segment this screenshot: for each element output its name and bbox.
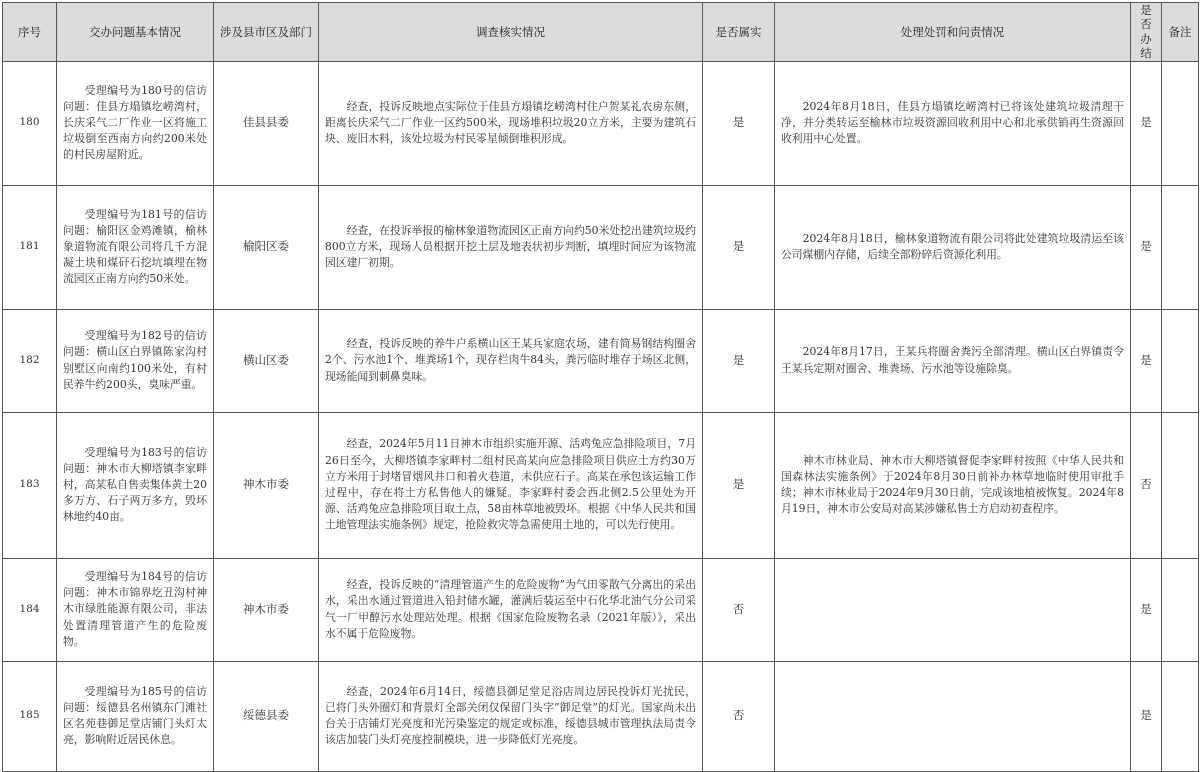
cell-no: 180	[3, 61, 57, 185]
table-row	[3, 558, 1199, 661]
cell-is-true: 是	[703, 185, 775, 309]
cell-dept: 榆阳区委	[214, 185, 319, 309]
cell-is-true: 是	[703, 412, 775, 558]
table-row	[3, 661, 1199, 771]
cell-basic: 受理编号为182号的信访问题：横山区白界镇陈家沟村别墅区向南约100米处，有村民养牛约200头，臭味严重。	[57, 309, 214, 412]
cell-done: 是	[1131, 661, 1162, 771]
cell-action: 神木市林业局、神木市大柳塔镇督促李家畔村按照《中华人民共和国森林法实施条例》于2024年8月30日前补办林草地临时使用审批手续；神木市林业局于2024年9月30日前，完成该地植被恢复。2024年8月19日，神木市公安局对高某涉嫌私售土方启动初查程序。	[775, 412, 1131, 558]
header-row	[3, 3, 1199, 62]
cell-done: 是	[1131, 309, 1162, 412]
cell-is-true: 否	[703, 661, 775, 771]
cell-investigation: 经查，投诉反映地点实际位于佳县方塌镇圪崂湾村住户贺某礼农房东侧，距离长庆采气二厂作业一区约500米，现场堆积垃圾20立方米，主要为建筑石块、废旧木料，该处垃圾为村民零星倾倒堆积形成。	[319, 61, 703, 185]
header-dept: 涉及县市区及部门	[214, 3, 319, 62]
header-remark: 备注	[1162, 3, 1199, 62]
cell-no: 182	[3, 309, 57, 412]
cell-no: 184	[3, 558, 57, 661]
cell-dept: 神木市委	[214, 412, 319, 558]
cell-no: 183	[3, 412, 57, 558]
report-table	[2, 2, 1199, 772]
cell-investigation: 经查，2024年5月11日神木市组织实施开源、活鸡兔应急排险项目，7月26日至今，大柳塔镇李家畔村二组村民高某向应急排险项目供应土方约30万立方米用于封堵冒烟风井口和着火巷道，未供应石子。高某在承包该运输工作过程中，存在将土方私售他人的嫌疑。李家畔村委会西北侧2.5公里处为开源、活鸡兔应急排险项目取土点，58亩林草地被毁坏。根据《中华人民共和国土地管理法实施条例》规定，抢险救灾等急需使用土地的，可以先行使用。	[319, 412, 703, 558]
cell-investigation: 经查，投诉反映的养牛户系横山区王某兵家庭农场，建有简易钢结构圈舍2个、污水池1个、堆粪场1个，现存栏肉牛84头，粪污临时堆存于场区北侧，现场能闻到刺鼻臭味。	[319, 309, 703, 412]
cell-investigation: 经查，2024年6月14日，绥德县御足堂足浴店周边居民投诉灯光扰民，已将门头外圈灯和背景灯全部关闭仅保留门头字“御足堂”的灯光。国家尚未出台关于店铺灯光亮度和光污染鉴定的规定或标准，绥德县城市管理执法局责令该店加装门头灯亮度控制模块，进一步降低灯光亮度。	[319, 661, 703, 771]
cell-done: 是	[1131, 558, 1162, 661]
cell-basic: 受理编号为185号的信访问题：绥德县名州镇东门滩社区名苑巷御足堂店铺门头灯太亮，影响附近居民休息。	[57, 661, 214, 771]
cell-action	[775, 558, 1131, 661]
cell-remark	[1162, 185, 1199, 309]
header-is-true: 是否属实	[703, 3, 775, 62]
cell-is-true: 是	[703, 61, 775, 185]
cell-done: 否	[1131, 412, 1162, 558]
header-no: 序号	[3, 3, 57, 62]
header-action: 处理处罚和问责情况	[775, 3, 1131, 62]
header-done: 是否办结	[1131, 3, 1162, 62]
cell-basic: 受理编号为181号的信访问题：榆阳区金鸡滩镇，榆林象道物流有限公司将几千方混凝土块和煤矸石挖坑填埋在物流园区正南方向约50米处。	[57, 185, 214, 309]
cell-remark	[1162, 61, 1199, 185]
cell-is-true: 是	[703, 309, 775, 412]
table-row	[3, 185, 1199, 309]
cell-basic: 受理编号为180号的信访问题：佳县方塌镇圪崂湾村，长庆采气二厂作业一区将施工垃圾倒至西南方向约200米处的村民房屋附近。	[57, 61, 214, 185]
cell-action: 2024年8月18日，佳县方塌镇圪崂湾村已将该处建筑垃圾清理干净，并分类转运至榆林市垃圾资源回收利用中心和北承供销再生资源回收利用中心处置。	[775, 61, 1131, 185]
cell-dept: 神木市委	[214, 558, 319, 661]
cell-remark	[1162, 309, 1199, 412]
cell-investigation: 经查，投诉反映的“清理管道产生的危险废物”为气田零散气分离出的采出水，采出水通过管道进入铅封储水罐，灌满后装运至中石化华北油气分公司采气一厂甲醇污水处理站处理。根据《国家危险废物名录（2021年版）》，采出水不属于危险废物。	[319, 558, 703, 661]
cell-action: 2024年8月17日，王某兵将圈舍粪污全部清理。横山区白界镇责令王某兵定期对圈舍、堆粪场、污水池等设施除臭。	[775, 309, 1131, 412]
cell-remark	[1162, 558, 1199, 661]
cell-basic: 受理编号为183号的信访问题：神木市大柳塔镇李家畔村，高某私自售卖集体黄土20多万方、石子两万多方，毁坏林地约40亩。	[57, 412, 214, 558]
cell-remark	[1162, 412, 1199, 558]
cell-remark	[1162, 661, 1199, 771]
table-row	[3, 309, 1199, 412]
cell-dept: 横山区委	[214, 309, 319, 412]
cell-done: 是	[1131, 185, 1162, 309]
cell-investigation: 经查，在投诉举报的榆林象道物流园区正南方向约50米处挖出建筑垃圾约800立方米，现场人员根据开挖土层及地表状初步判断，填埋时间应为该物流园区建厂初期。	[319, 185, 703, 309]
cell-is-true: 否	[703, 558, 775, 661]
header-basic: 交办问题基本情况	[57, 3, 214, 62]
cell-action: 2024年8月18日，榆林象道物流有限公司将此处建筑垃圾清运至该公司煤棚内存储，后续全部粉碎后资源化利用。	[775, 185, 1131, 309]
cell-no: 185	[3, 661, 57, 771]
table-row	[3, 61, 1199, 185]
cell-action	[775, 661, 1131, 771]
table-row	[3, 412, 1199, 558]
cell-dept: 绥德县委	[214, 661, 319, 771]
cell-dept: 佳县县委	[214, 61, 319, 185]
cell-done: 是	[1131, 61, 1162, 185]
cell-no: 181	[3, 185, 57, 309]
header-investigation: 调查核实情况	[319, 3, 703, 62]
cell-basic: 受理编号为184号的信访问题：神木市锦界圪丑沟村神木市绿胜能源有限公司，非法处置清理管道产生的危险废物。	[57, 558, 214, 661]
